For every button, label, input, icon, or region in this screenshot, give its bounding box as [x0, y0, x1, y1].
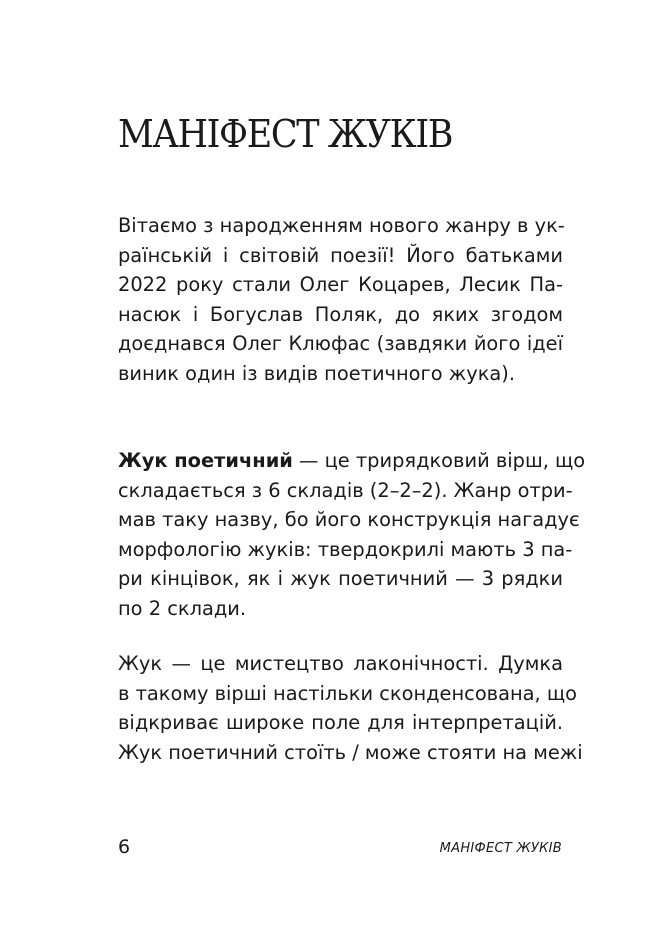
text-line: складається з 6 складів (2–2–2). Жанр отри- [118, 478, 573, 502]
page-number: 6 [118, 836, 131, 858]
laconism-paragraph [118, 649, 583, 767]
text-line: Жук поетичний стоїть / може стояти на межі [118, 740, 583, 764]
text-fragment: — це трирядковий вірш, що [292, 449, 586, 472]
chapter-title: МАНІФЕСТ ЖУКІВ [118, 112, 453, 156]
text-line: доєднався Олег Клюфас (завдяки його ідеї [118, 332, 563, 355]
bold-term: Жук поетичний [118, 449, 293, 472]
text-line: виник один із видів поетичного жука). [118, 361, 516, 385]
definition-paragraph [118, 446, 586, 623]
text-line: Вітаємо з народженням нового жанру в ук- [118, 214, 565, 237]
text-line: в такому вірші настільки сконденсована, що [118, 681, 578, 705]
text-line: мав таку назву, бо його конструкція нагадує [118, 508, 580, 531]
text-line: Жук — це мистецтво лаконічності. Думка [118, 652, 563, 675]
text-line [118, 446, 586, 476]
intro-paragraph [118, 211, 563, 388]
text-line: морфологію жуків: твердокрилі мають 3 па- [118, 537, 573, 561]
text-line: насюк і Богуслав Поляк, до яких згодом [118, 302, 563, 326]
text-line: раїнській і світовій поезії! Його батьками [118, 243, 563, 267]
text-line: ри кінцівок, як і жук поетичний — 3 рядки [118, 567, 563, 590]
text-line: по 2 склади. [118, 596, 247, 620]
text-line: відкриває широке поле для інтерпретацій. [118, 711, 563, 734]
text-line: 2022 року стали Олег Коцарев, Лесик Па- [118, 273, 563, 296]
running-head: МАНІФЕСТ ЖУКІВ [439, 841, 562, 856]
